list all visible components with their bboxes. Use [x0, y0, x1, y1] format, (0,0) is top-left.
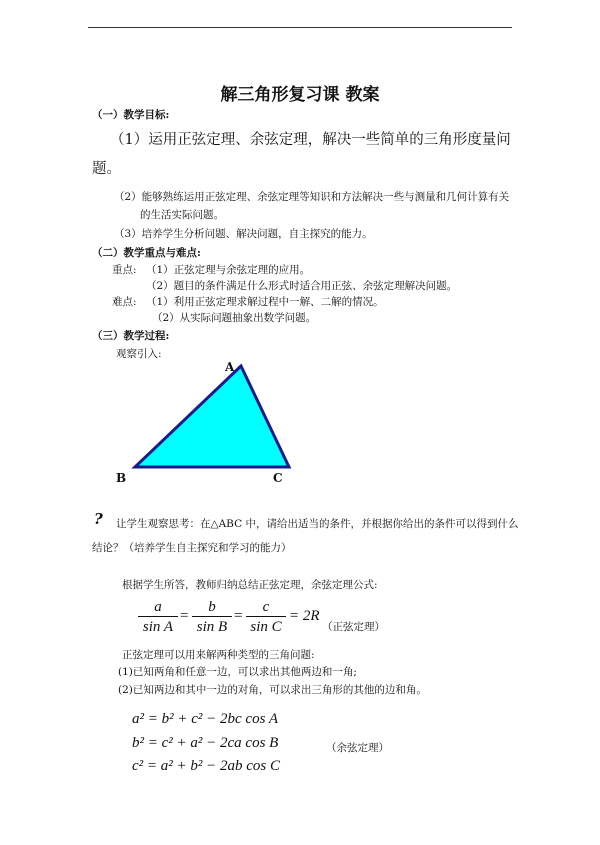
sine-fraction-b [192, 598, 232, 636]
sine-usage-2: (2)已知两边和其中一边的对角，可以求出三角形的其他的边和角。 [118, 684, 427, 696]
sine-den-c: sin C [250, 619, 282, 635]
section2-heading: （二）教学重点与难点: [92, 247, 201, 259]
question-line2: 结论？（培养学生自主探究和学习的能力） [92, 542, 292, 554]
focus-item-2: （2）题目的条件满足什么形式时适合用正弦、余弦定理解决问题。 [146, 280, 458, 292]
observation-intro: 观察引入: [116, 348, 162, 360]
cosine-law-label: （余弦定理） [326, 742, 389, 754]
vertex-label-a: A [225, 360, 235, 374]
cosine-formula-c: c² = a² + b² − 2ab cos C [132, 758, 281, 774]
sine-fraction-c [246, 598, 286, 636]
sine-eq-2: = [234, 608, 243, 624]
question-line1: 让学生观察思考：在△ABC 中，请给出适当的条件，并根据你给出的条件可以得到什么 [116, 518, 519, 530]
sine-usage-1: (1)已知两角和任意一边，可以求出其他两边和一角; [118, 666, 357, 678]
cosine-formula-a: a² = b² + c² − 2bc cos A [132, 711, 279, 727]
sine-den-a: sin A [142, 619, 174, 635]
section1-heading: （一）教学目标: [92, 109, 170, 121]
sine-den-b: sin B [196, 619, 228, 635]
goal1-line2: 题。 [92, 161, 121, 177]
triangle-abc [135, 366, 289, 467]
focus-item-1: （1）正弦定理与余弦定理的应用。 [146, 264, 311, 276]
sine-usage-intro: 正弦定理可以用来解两种类型的三角问题: [122, 649, 315, 661]
sine-num-b: b [208, 599, 216, 615]
goal1-line1: （1）运用正弦定理、余弦定理，解决一些简单的三角形度量问 [110, 132, 511, 148]
summary-intro: 根据学生所答，教师归纳总结正弦定理，余弦定理公式: [122, 579, 378, 591]
difficulty-item-2: （2）从实际问题抽象出数学问题。 [152, 312, 317, 324]
cosine-formula-b: b² = c² + a² − 2ca cos B [132, 735, 279, 751]
goal2-line1: （2）能够熟练运用正弦定理、余弦定理等知识和方法解决一些与测量和几何计算有关 [114, 191, 510, 203]
sine-law-label: （正弦定理） [322, 621, 385, 633]
vertex-label-c: C [273, 471, 283, 485]
sine-rhs: = 2R [289, 608, 320, 624]
sine-eq-1: = [180, 608, 189, 624]
sine-fraction-a [138, 598, 178, 636]
goal2-line2: 的生活实际问题。 [140, 209, 224, 221]
sine-num-c: c [262, 599, 270, 615]
page-title: 解三角形复习课 教案 [220, 85, 380, 105]
goal3: （3）培养学生分析问题、解决问题，自主探究的能力。 [114, 228, 373, 240]
triangle-figure [100, 355, 310, 490]
difficulty-label: 难点: [112, 296, 137, 308]
difficulty-item-1: （1）利用正弦定理求解过程中一解、二解的情况。 [146, 296, 384, 308]
sine-num-a: a [154, 599, 162, 615]
section3-heading: （三）教学过程: [92, 330, 170, 342]
header-rule [88, 27, 512, 28]
focus-label: 重点: [112, 264, 137, 276]
vertex-label-b: B [116, 471, 127, 485]
question-icon: ? [94, 510, 103, 528]
